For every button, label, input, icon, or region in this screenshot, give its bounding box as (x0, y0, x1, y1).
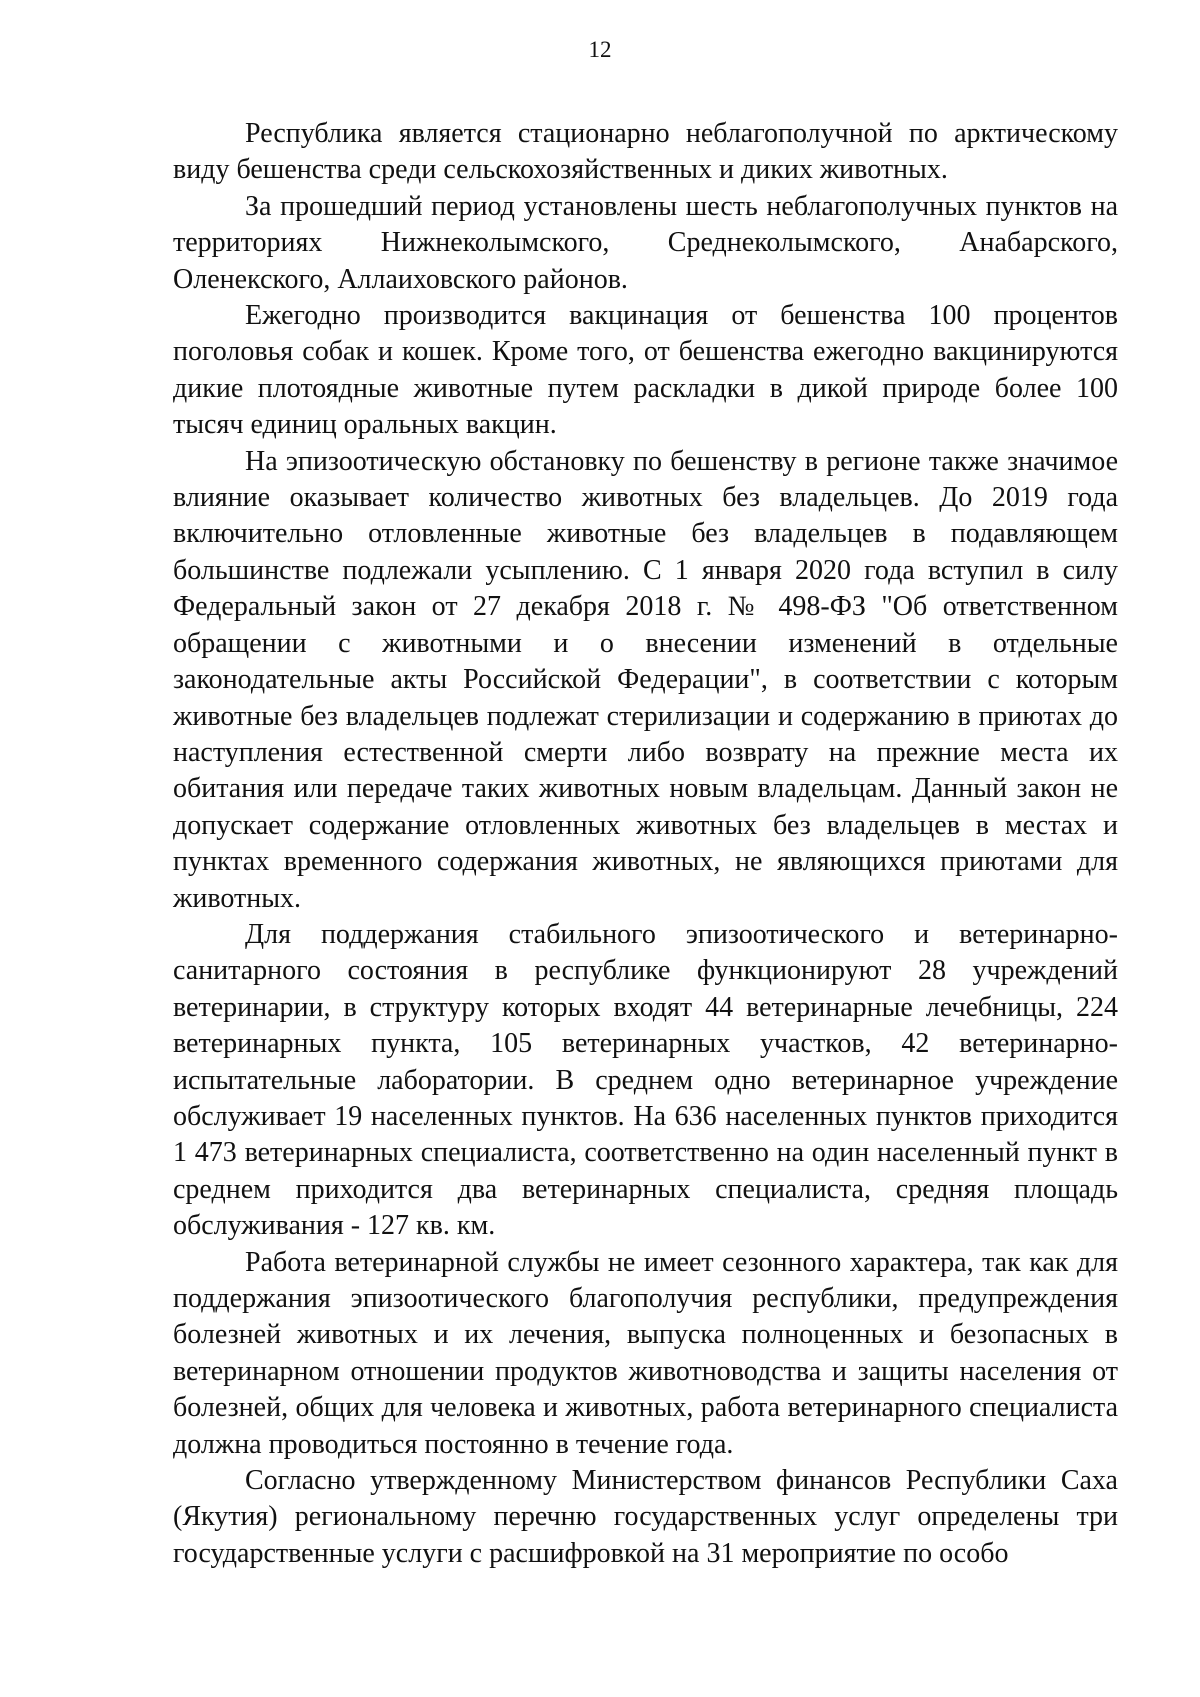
paragraph-outbreak-points: За прошедший период установлены шесть неблагополучных пунктов на территориях Нижнеколымского, Среднеколымского, Анабарского, Оленекского, Аллаиховского районов. (173, 190, 1118, 295)
document-body (173, 116, 1118, 1572)
paragraph-state-services: Согласно утвержденному Министерством финансов Республики Саха (Якутия) региональному перечню государственных услуг определены три государственные услуги с расшифровкой на 31 мероприятие по особо (173, 1465, 1118, 1569)
paragraph-vaccination: Ежегодно производится вакцинация от бешенства 100 процентов поголовья собак и кошек. Кроме того, от бешенства ежегодно вакцинируются дикие плотоядные животные путем раскладки в дикой природе более 100 тысяч единиц оральных вакцин. (173, 300, 1118, 441)
paragraph-vet-institutions: Для поддержания стабильного эпизоотического и ветеринарно-санитарного состояния в республике функционируют 28 учреждений ветеринарии, в структуру которых входят 44 ветеринарные лечебницы, 224 ветеринарных пункта, 105 ветеринарных участков, 42 ветеринарно-испытательные лаборатории. В среднем одно ветеринарное учреждение обслуживает 19 населенных пунктов. На 636 населенных пунктов приходится 1 473 ветеринарных специалиста, соответственно на один населенный пункт в среднем приходится два ветеринарных специалиста, средняя площадь обслуживания - 127 кв. км. (173, 918, 1118, 1242)
paragraph-vet-service-work: Работа ветеринарной службы не имеет сезонного характера, так как для поддержания эпизоотического благополучия республики, предупреждения болезней животных и их лечения, выпуска полноценных и безопасных в ветеринарном отношении продуктов животноводства и защиты населения от болезней, общих для человека и животных, работа ветеринарного специалиста должна проводиться постоянно в течение года. (173, 1246, 1118, 1460)
paragraph-rabies-status: Республика является стационарно неблагополучной по арктическому виду бешенства среди сельскохозяйственных и диких животных. (173, 118, 1118, 186)
paragraph-stray-animals: На эпизоотическую обстановку по бешенству в регионе также значимое влияние оказывает количество животных без владельцев. До 2019 года включительно отловленные животные без владельцев в подавляющем большинстве подлежали усыплению. С 1 января 2020 года вступил в силу Федеральный закон от 27 декабря 2018 г. № 498-ФЗ "Об ответственном обращении с животными и о внесении изменений в отдельные законодательные акты Российской Федерации", в соответствии с которым животные без владельцев подлежат стерилизации и содержанию в приютах до наступления естественной смерти либо возврату на прежние места их обитания или передаче таких животных новым владельцам. Данный закон не допускает содержание отловленных животных без владельцев в местах и пунктах временного содержания животных, не являющихся приютами для животных. (173, 445, 1118, 914)
page-number: 12 (588, 37, 612, 62)
